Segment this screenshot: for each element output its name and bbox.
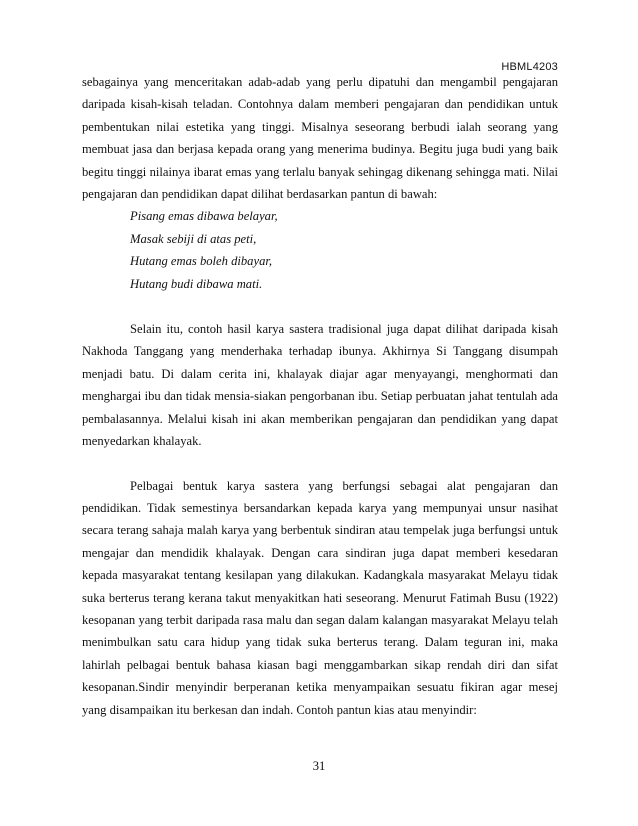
pantun-line: Hutang budi dibawa mati. <box>130 276 263 291</box>
body-text <box>82 71 558 721</box>
pantun-line: Pisang emas dibawa belayar, <box>130 209 278 224</box>
page-number: 31 <box>312 759 326 773</box>
paragraph-2: Selain itu, contoh hasil karya sastera tradisional juga dapat dilihat daripada kisah Nakhoda Tanggang yang menderhaka terhadap ibunya. Akhirnya Si Tanggang disumpah menjadi batu. Di dalam cerita ini, khalayak diajar agar menyayangi, menghormati dan menghargai ibu dan tidak mensia-siakan pengorbanan ibu. Setiap perbuatan jahat tentulah ada pembalasannya. Melalui kisah ini akan memberikan pengajaran dan pendidikan yang dapat menyedarkan khalayak. <box>82 322 558 449</box>
paragraph-1: sebagainya yang menceritakan adab-adab yang perlu dipatuhi dan mengambil pengajaran daripada kisah-kisah teladan. Contohnya dalam memberi pengajaran dan pendidikan untuk pembentukan nilai estetika yang tinggi. Misalnya seseorang berbudi ialah seorang yang membuat jasa dan berjasa kepada orang yang menerima budinya. Begitu juga budi yang baik begitu tinggi nilainya ibarat emas yang terlalu banyak sehingag dikenang sehingga mati. Nilai pengajaran dan pendidikan dapat dilihat berdasarkan pantun di bawah: <box>82 75 558 202</box>
pantun-verse <box>130 205 558 295</box>
pantun-line: Hutang emas boleh dibayar, <box>130 254 273 269</box>
spacer <box>82 453 558 475</box>
course-code-header: HBML4203 <box>501 61 558 73</box>
spacer <box>82 295 558 318</box>
pantun-line: Masak sebiji di atas peti, <box>130 231 257 246</box>
paragraph-3: Pelbagai bentuk karya sastera yang berfungsi sebagai alat pengajaran dan pendidikan. Tidak semestinya bersandarkan kepada karya yang mempunyai unsur nasihat secara terang sahaja malah karya yang berbentuk sindiran atau tempelak juga berfungsi untuk mengajar dan mendidik khalayak. Dengan cara sindiran juga dapat memberi kesedaran kepada masyarakat tentang kesilapan yang dilakukan. Kadangkala masyarakat Melayu tidak suka berterus terang kerana takut menyakitkan hati seseorang. Menurut Fatimah Busu (1922) kesopanan yang terbit daripada rasa malu dan segan dalam kalangan masyarakat Melayu telah menimbulkan satu cara hidup yang tidak suka berterus terang. Dalam teguran ini, maka lahirlah pelbagai bentuk bahasa kiasan bagi menggambarkan sikap rendah diri dan sifat kesopanan.Sindir menyindir berperanan ketika menyampaikan sesuatu fikiran agar mesej yang disampaikan itu berkesan dan indah. Contoh pantun kias atau menyindir: <box>82 478 558 717</box>
